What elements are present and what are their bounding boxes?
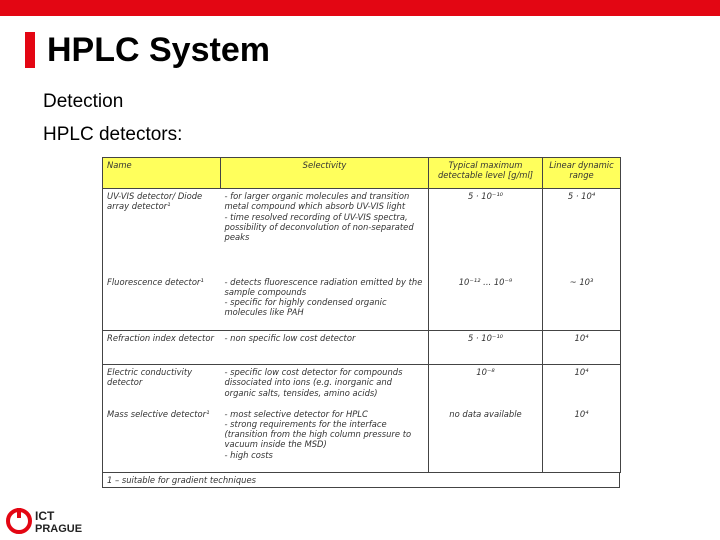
detector-table	[102, 157, 621, 473]
top-accent-bar	[0, 0, 720, 16]
cell-selectivity: - most selective detector for HPLC - strong requirements for the interface (transition from the high column pressure to vacuum inside the MSD) - high costs	[221, 407, 429, 473]
cell-level: 10⁻¹² ... 10⁻⁹	[429, 275, 543, 331]
title-marker	[25, 32, 35, 68]
header-selectivity: Selectivity	[221, 158, 429, 189]
table-row	[103, 275, 621, 331]
table-header-row	[103, 158, 621, 189]
cell-name: Mass selective detector¹	[103, 407, 221, 473]
header-linear-range: Linear dynamic range	[543, 158, 621, 189]
table-row	[103, 331, 621, 365]
table-row	[103, 189, 621, 275]
table-row	[103, 407, 621, 473]
cell-selectivity: - detects fluorescence radiation emitted by the sample compounds - specific for highly condensed organic molecules like PAH	[221, 275, 429, 331]
header-name: Name	[103, 158, 221, 189]
cell-level: 5 · 10⁻¹⁰	[429, 331, 543, 365]
cell-name: Refraction index detector	[103, 331, 221, 365]
slide-subtitle-detectors: HPLC detectors:	[43, 124, 183, 145]
cell-range: 10⁴	[543, 365, 621, 407]
cell-range: 10⁴	[543, 331, 621, 365]
logo-text-prague: PRAGUE	[35, 523, 83, 535]
header-detectable-level: Typical maximum detectable level [g/ml]	[429, 158, 543, 189]
cell-range: ~ 10³	[543, 275, 621, 331]
cell-selectivity: - non specific low cost detector	[221, 331, 429, 365]
slide-title: HPLC System	[47, 31, 270, 69]
cell-range: 10⁴	[543, 407, 621, 473]
table-row	[103, 365, 621, 407]
cell-level: 5 · 10⁻¹⁰	[429, 189, 543, 275]
cell-level: no data available	[429, 407, 543, 473]
slide-subtitle: Detection	[43, 91, 124, 112]
table-footnote: 1 – suitable for gradient techniques	[102, 473, 620, 488]
logo-mark-icon	[6, 508, 32, 534]
cell-selectivity: - for larger organic molecules and transition metal compound which absorb UV-VIS light - time resolved recording of UV-VIS spectra, possibility of deconvolution of non-separated peaks	[224, 191, 414, 243]
logo-text-ict: ICT	[35, 509, 55, 523]
detector-table-container	[102, 157, 620, 485]
cell-name: UV-VIS detector/ Diode array detector¹	[103, 189, 221, 275]
cell-level: 10⁻⁸	[429, 365, 543, 407]
cell-name: Electric conductivity detector	[103, 365, 221, 407]
cell-name: Fluorescence detector¹	[103, 275, 221, 331]
ict-prague-logo	[6, 508, 96, 538]
cell-range: 5 · 10⁴	[543, 189, 621, 275]
cell-selectivity: - specific low cost detector for compounds dissociated into ions (e.g. inorganic and organic salts, tensides, amino acids)	[224, 367, 403, 398]
